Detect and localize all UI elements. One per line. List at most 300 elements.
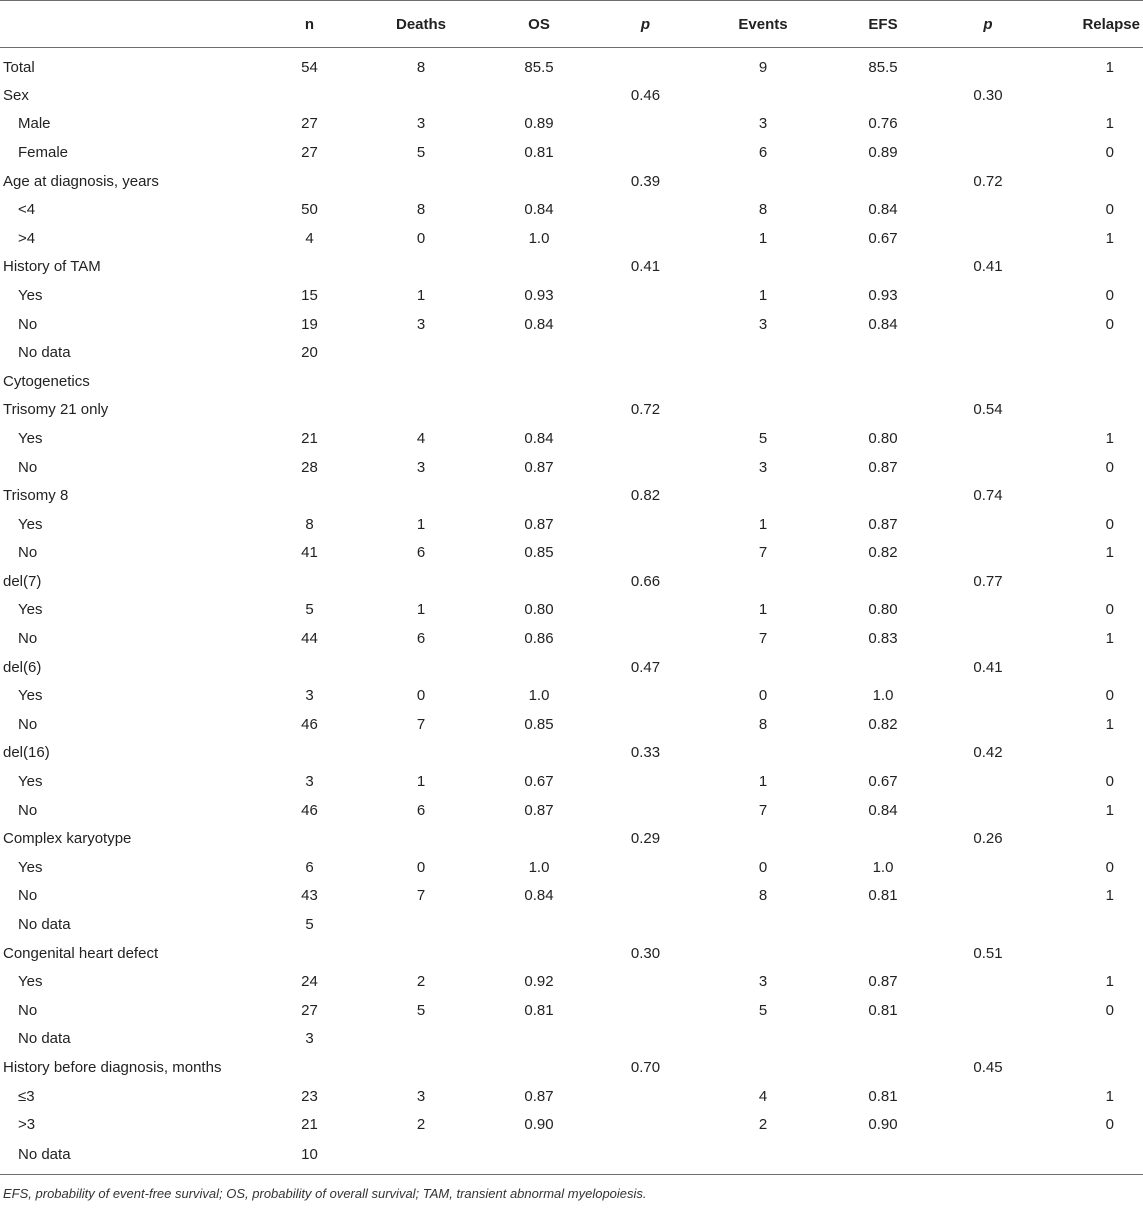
cell-p-os (603, 1139, 688, 1175)
cell-p-efs: 0.42 (973, 744, 1003, 762)
cell-deaths: 1 (416, 286, 426, 304)
header-deaths: Deaths (367, 1, 475, 48)
cell-events: 8 (758, 201, 768, 219)
cell-deaths (367, 481, 475, 510)
table-row (0, 281, 1143, 310)
row-label: No (18, 458, 38, 476)
table-row (0, 48, 1143, 82)
cell-p-os: 0.47 (630, 658, 661, 676)
cell-deaths (367, 1053, 475, 1082)
cell-events (688, 338, 838, 367)
cell-events (688, 167, 838, 196)
cell-p-os (603, 310, 688, 339)
cell-deaths (367, 1025, 475, 1054)
cell-efs: 0.83 (868, 630, 898, 648)
cell-n: 3 (305, 687, 314, 705)
cell-os: 0.80 (524, 601, 554, 619)
cell-events: 1 (758, 773, 768, 791)
cell-deaths: 7 (416, 715, 426, 733)
cell-p-os: 0.33 (630, 744, 661, 762)
row-label: <4 (18, 201, 36, 219)
cell-n: 5 (305, 916, 314, 934)
cell-relapse: 0 (1105, 1116, 1114, 1134)
cell-efs: 0.67 (868, 229, 898, 247)
table-row (0, 967, 1143, 996)
cell-n: 21 (301, 429, 318, 447)
cell-relapse: 1 (1105, 801, 1114, 819)
cell-deaths (367, 939, 475, 968)
cell-deaths (367, 81, 475, 110)
row-label: No (18, 544, 38, 562)
cell-deaths (367, 739, 475, 768)
cell-relapse (1048, 1139, 1143, 1175)
cell-events (688, 396, 838, 425)
cell-deaths: 3 (416, 115, 426, 133)
cell-p-efs (928, 510, 1048, 539)
table-row (0, 481, 1143, 510)
table-row (0, 567, 1143, 596)
cell-events: 6 (758, 143, 768, 161)
cell-events (688, 1139, 838, 1175)
row-label: Congenital heart defect (3, 944, 159, 962)
row-label: No (18, 715, 38, 733)
cell-p-os (603, 281, 688, 310)
cell-n: 3 (305, 1030, 314, 1048)
cell-p-os (603, 767, 688, 796)
cell-relapse: 0 (1105, 458, 1114, 476)
table-footnote: EFS, probability of event-free survival; OS, probability of overall survival; TAM, transient abnormal myelopoiesis. (3, 1186, 647, 1201)
cell-n: 10 (252, 1139, 367, 1175)
cell-p-efs: 0.72 (973, 172, 1003, 190)
cell-p-efs (928, 853, 1048, 882)
cell-os: 0.81 (524, 1001, 554, 1019)
cell-p-efs (928, 281, 1048, 310)
cell-relapse: 1 (1105, 429, 1114, 447)
cell-efs (838, 1025, 928, 1054)
cell-relapse: 0 (1105, 687, 1114, 705)
row-label: del(16) (3, 744, 50, 762)
cell-p-efs (928, 624, 1048, 653)
cell-n: 46 (301, 715, 318, 733)
cell-efs (838, 910, 928, 939)
cell-p-efs (928, 424, 1048, 453)
cell-n (252, 739, 367, 768)
cell-deaths: 2 (416, 973, 426, 991)
cell-os (475, 1139, 603, 1175)
cell-events: 1 (758, 286, 768, 304)
cell-events (688, 567, 838, 596)
cell-relapse (1048, 338, 1143, 367)
cell-deaths: 3 (416, 458, 426, 476)
cell-os: 0.84 (524, 315, 554, 333)
cell-p-os: 0.30 (630, 944, 661, 962)
cell-p-efs: 0.45 (973, 1058, 1003, 1076)
row-label: Cytogenetics (3, 372, 90, 390)
row-label: No data (18, 916, 71, 934)
cell-n (252, 81, 367, 110)
cell-os (475, 367, 603, 396)
table-row (0, 510, 1143, 539)
cell-n (252, 653, 367, 682)
cell-deaths (367, 653, 475, 682)
cell-efs: 0.93 (868, 286, 898, 304)
cell-os: 85.5 (524, 58, 554, 76)
cell-p-efs: 0.51 (973, 944, 1003, 962)
cell-efs: 85.5 (868, 58, 898, 76)
table-row (0, 195, 1143, 224)
cell-p-os (603, 138, 688, 167)
row-label: Female (18, 143, 69, 161)
cell-deaths: 0 (416, 858, 426, 876)
cell-relapse: 0 (1105, 515, 1114, 533)
cell-os: 0.87 (524, 458, 554, 476)
cell-relapse: 1 (1105, 630, 1114, 648)
cell-os: 0.84 (524, 201, 554, 219)
cell-p-efs (928, 710, 1048, 739)
cell-efs: 0.87 (868, 515, 898, 533)
cell-efs: 0.81 (868, 1001, 898, 1019)
row-label: History of TAM (3, 258, 101, 276)
cell-n: 43 (301, 887, 318, 905)
header-label (0, 1, 252, 48)
cell-events (688, 1053, 838, 1082)
cell-n: 41 (301, 544, 318, 562)
cell-os (475, 481, 603, 510)
cell-os (475, 396, 603, 425)
cell-efs (838, 1139, 928, 1175)
cell-n: 8 (305, 515, 314, 533)
cell-p-os (603, 681, 688, 710)
cell-deaths: 1 (416, 515, 426, 533)
cell-p-os (603, 796, 688, 825)
cell-n: 27 (301, 115, 318, 133)
cell-p-os (603, 1110, 688, 1139)
cell-n: 27 (301, 1001, 318, 1019)
cell-events: 0 (758, 687, 768, 705)
cell-efs: 0.84 (868, 801, 898, 819)
cell-relapse: 1 (1105, 715, 1114, 733)
row-label: >4 (18, 229, 36, 247)
cell-os (475, 739, 603, 768)
cell-os: 0.85 (524, 544, 554, 562)
table-row (0, 681, 1143, 710)
row-label: Age at diagnosis, years (3, 172, 159, 190)
cell-os (475, 910, 603, 939)
cell-deaths: 8 (416, 201, 426, 219)
cell-n (252, 167, 367, 196)
cell-p-efs: 0.30 (973, 86, 1003, 104)
row-label: Yes (18, 515, 43, 533)
cell-os: 1.0 (528, 858, 550, 876)
row-label: No data (18, 344, 71, 362)
cell-p-efs (928, 110, 1048, 139)
table-row (0, 767, 1143, 796)
cell-relapse: 0 (1105, 143, 1114, 161)
cell-n: 46 (301, 801, 318, 819)
cell-p-os (603, 195, 688, 224)
cell-p-efs (928, 1025, 1048, 1054)
cell-relapse: 0 (1105, 858, 1114, 876)
cell-p-os: 0.82 (630, 487, 661, 505)
row-label: Yes (18, 687, 43, 705)
cell-relapse (1048, 1053, 1143, 1082)
row-label: Yes (18, 601, 43, 619)
cell-events (688, 253, 838, 282)
cell-p-os (603, 967, 688, 996)
row-label: No (18, 1001, 38, 1019)
header-p-os: p (603, 1, 688, 48)
cell-p-os (603, 882, 688, 911)
cell-events: 7 (758, 630, 768, 648)
row-label: Yes (18, 773, 43, 791)
cell-os (475, 167, 603, 196)
cell-n (252, 253, 367, 282)
row-label: Yes (18, 973, 43, 991)
row-label: ≤3 (18, 1087, 35, 1105)
row-label: No data (18, 1030, 71, 1048)
cell-relapse: 0 (1105, 201, 1114, 219)
cell-n: 19 (301, 315, 318, 333)
cell-events: 3 (758, 458, 768, 476)
cell-events: 3 (758, 315, 768, 333)
cell-events: 7 (758, 544, 768, 562)
cell-n: 20 (301, 344, 318, 362)
table-row (0, 939, 1143, 968)
table-row (0, 853, 1143, 882)
cell-p-efs (928, 539, 1048, 568)
table-body (0, 48, 1143, 1175)
cell-p-os (603, 510, 688, 539)
cell-relapse (1048, 910, 1143, 939)
cell-p-efs (928, 910, 1048, 939)
cell-efs (838, 481, 928, 510)
cell-os: 0.81 (524, 143, 554, 161)
cell-relapse (1048, 1025, 1143, 1054)
cell-n: 6 (305, 858, 314, 876)
cell-p-efs (928, 138, 1048, 167)
table-row (0, 1053, 1143, 1082)
cell-relapse: 1 (1105, 229, 1114, 247)
cell-deaths (367, 824, 475, 853)
table-row (0, 596, 1143, 625)
row-label: No (18, 315, 38, 333)
cell-deaths: 3 (416, 315, 426, 333)
cell-relapse (1048, 939, 1143, 968)
cell-p-efs (928, 681, 1048, 710)
header-relapse: Relapse (1048, 1, 1143, 48)
cell-p-efs (928, 596, 1048, 625)
table-row (0, 253, 1143, 282)
cell-relapse (1048, 481, 1143, 510)
cell-p-os (603, 110, 688, 139)
cell-efs (838, 567, 928, 596)
cell-n: 21 (301, 1116, 318, 1134)
cell-events: 3 (758, 115, 768, 133)
table-row (0, 653, 1143, 682)
cell-efs: 0.82 (868, 544, 898, 562)
cell-p-os: 0.70 (630, 1058, 661, 1076)
cell-n: 54 (301, 58, 318, 76)
cell-efs (838, 81, 928, 110)
cell-events: 2 (758, 1116, 768, 1134)
cell-efs: 0.90 (868, 1116, 898, 1134)
cell-deaths (367, 167, 475, 196)
cell-p-efs (928, 224, 1048, 253)
cell-os (475, 1053, 603, 1082)
cell-relapse: 1 (1105, 544, 1114, 562)
table-row (0, 910, 1143, 939)
row-label: Yes (18, 286, 43, 304)
cell-p-os (603, 853, 688, 882)
cell-events (688, 367, 838, 396)
cell-os: 0.85 (524, 715, 554, 733)
row-label: History before diagnosis, months (3, 1058, 222, 1076)
cell-n: 28 (301, 458, 318, 476)
cell-os: 0.92 (524, 973, 554, 991)
cell-p-os: 0.46 (630, 86, 661, 104)
cell-deaths: 6 (416, 544, 426, 562)
cell-p-efs (928, 796, 1048, 825)
table-row (0, 824, 1143, 853)
cell-n (252, 367, 367, 396)
cell-os: 0.84 (524, 429, 554, 447)
cell-deaths (367, 338, 475, 367)
cell-p-os (603, 424, 688, 453)
cell-p-efs (928, 310, 1048, 339)
cell-deaths: 7 (416, 887, 426, 905)
cell-events (688, 910, 838, 939)
row-label: No (18, 630, 38, 648)
cell-p-os (603, 624, 688, 653)
cell-relapse: 1 (1105, 115, 1114, 133)
table-row (0, 167, 1143, 196)
cell-relapse: 1 (1105, 887, 1114, 905)
row-label: Complex karyotype (3, 830, 132, 848)
cell-deaths (367, 910, 475, 939)
cell-deaths: 5 (416, 143, 426, 161)
cell-n: 5 (305, 601, 314, 619)
table-row (0, 396, 1143, 425)
cell-os: 1.0 (528, 229, 550, 247)
cell-n (252, 396, 367, 425)
cell-efs: 0.80 (868, 601, 898, 619)
cell-events: 8 (758, 715, 768, 733)
cell-efs: 0.84 (868, 201, 898, 219)
cell-relapse (1048, 653, 1143, 682)
cell-p-efs (928, 767, 1048, 796)
cell-n: 23 (301, 1087, 318, 1105)
cell-p-efs (928, 996, 1048, 1025)
cell-p-os: 0.66 (630, 572, 661, 590)
cell-events: 5 (758, 429, 768, 447)
cell-events: 9 (758, 58, 768, 76)
cell-p-efs (928, 367, 1048, 396)
row-label: Yes (18, 429, 43, 447)
cell-p-efs (928, 967, 1048, 996)
cell-os: 0.89 (524, 115, 554, 133)
cell-n: 44 (301, 630, 318, 648)
cell-p-efs (928, 453, 1048, 482)
cell-p-os (603, 539, 688, 568)
cell-deaths: 8 (416, 58, 426, 76)
cell-events: 0 (758, 858, 768, 876)
cell-p-efs: 0.77 (973, 572, 1003, 590)
cell-p-efs (928, 195, 1048, 224)
cell-efs (838, 396, 928, 425)
table-row (0, 424, 1143, 453)
cell-n: 27 (301, 143, 318, 161)
cell-efs: 0.76 (868, 115, 898, 133)
cell-relapse (1048, 396, 1143, 425)
cell-deaths: 0 (416, 229, 426, 247)
cell-p-efs: 0.41 (973, 258, 1003, 276)
cell-p-efs: 0.74 (973, 487, 1003, 505)
cell-p-os (603, 338, 688, 367)
table-row (0, 81, 1143, 110)
cell-relapse (1048, 824, 1143, 853)
cell-events (688, 824, 838, 853)
cell-os: 1.0 (528, 687, 550, 705)
cell-p-os (603, 910, 688, 939)
cell-events (688, 81, 838, 110)
header-n: n (252, 1, 367, 48)
cell-n: 4 (305, 229, 314, 247)
cell-efs: 0.87 (868, 973, 898, 991)
cell-p-os (603, 596, 688, 625)
row-label: >3 (18, 1116, 36, 1134)
cell-relapse (1048, 567, 1143, 596)
cell-events (688, 653, 838, 682)
row-label: Sex (3, 86, 29, 104)
cell-deaths: 1 (416, 773, 426, 791)
cell-os (475, 338, 603, 367)
cell-efs (838, 939, 928, 968)
cell-os: 0.90 (524, 1116, 554, 1134)
table-row (0, 310, 1143, 339)
cell-relapse: 0 (1105, 286, 1114, 304)
cell-events (688, 739, 838, 768)
table-row (0, 224, 1143, 253)
cell-efs: 0.80 (868, 429, 898, 447)
cell-deaths: 6 (416, 801, 426, 819)
header-p-efs: p (928, 1, 1048, 48)
cell-efs (838, 1053, 928, 1082)
cell-os (475, 253, 603, 282)
cell-deaths: 0 (416, 687, 426, 705)
cell-efs: 1.0 (872, 687, 894, 705)
cell-events (688, 1025, 838, 1054)
cell-p-os: 0.72 (630, 401, 661, 419)
table-row (0, 338, 1143, 367)
header-row (0, 1, 1143, 48)
cell-deaths: 4 (416, 429, 426, 447)
cell-deaths: 5 (416, 1001, 426, 1019)
cell-events (688, 939, 838, 968)
cell-p-os: 0.39 (630, 172, 661, 190)
header-events: Events (688, 1, 838, 48)
header-os: OS (475, 1, 603, 48)
cell-relapse (1048, 253, 1143, 282)
header-efs: EFS (838, 1, 928, 48)
row-label: Trisomy 8 (3, 487, 69, 505)
cell-efs: 0.82 (868, 715, 898, 733)
table-row (0, 1139, 1143, 1175)
cell-p-os (603, 710, 688, 739)
cell-p-efs: 0.54 (973, 401, 1003, 419)
cell-efs (838, 167, 928, 196)
row-label: No (18, 801, 38, 819)
cell-events: 1 (758, 229, 768, 247)
